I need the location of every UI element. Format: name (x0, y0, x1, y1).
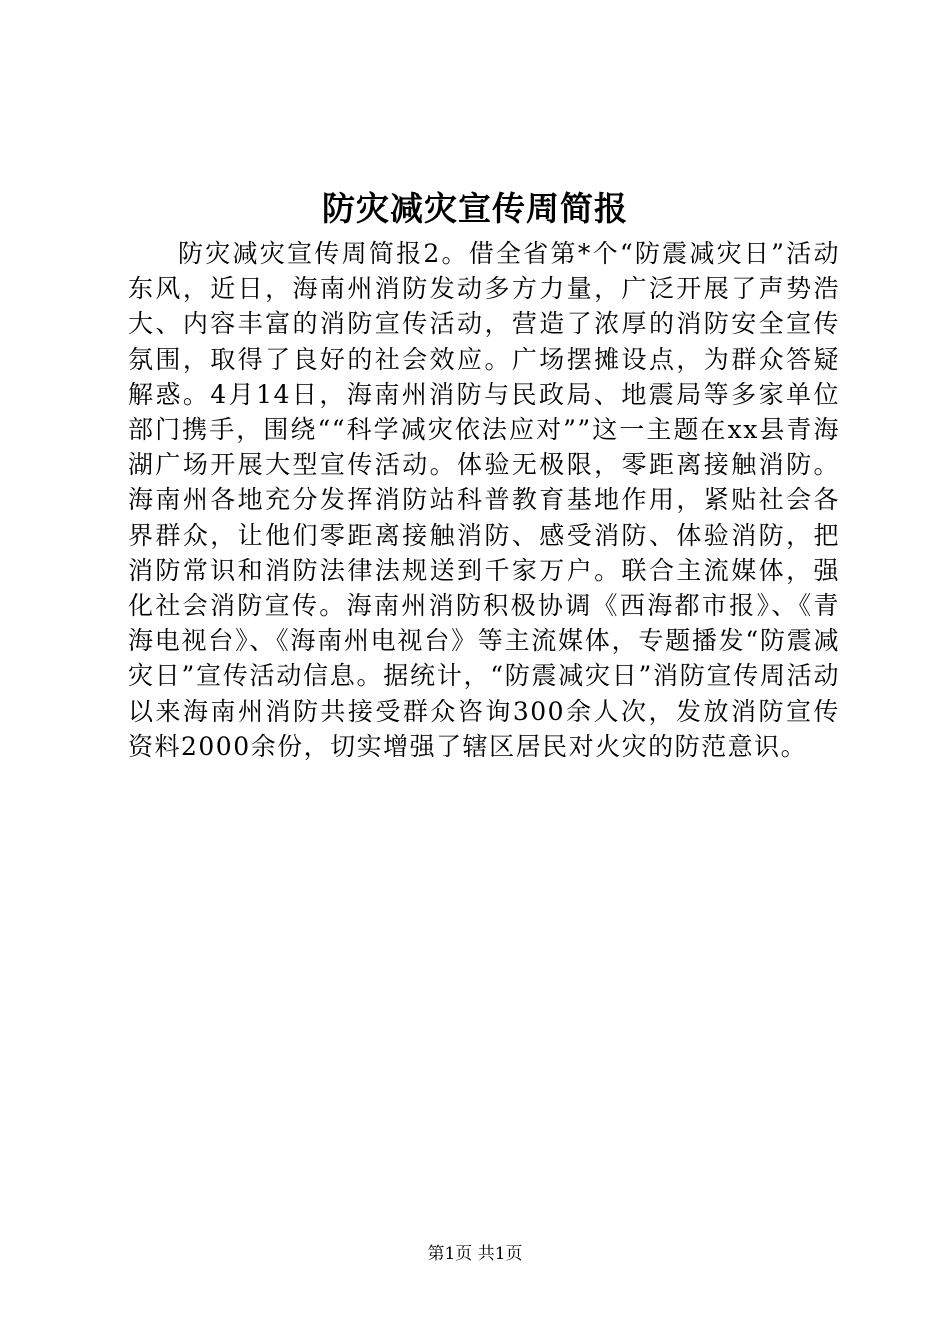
document-title: 防灾减灾宣传周简报 (322, 189, 628, 228)
page-footer: 第1页 共1页 (427, 1244, 523, 1264)
document-body-paragraph: 防灾减灾宣传周简报2。借全省第*个“防震减灾日”活动东风，近日，海南州消防发动多方力量，广泛开展了声势浩大、内容丰富的消防宣传活动，营造了浓厚的消防安全宣传氛围，取得了良好的社会效应。广场摆摊设点，为群众答疑解惑。4月14日，海南州消防与民政局、地震局等多家单位部门携手，围绕““科学减灾依法应对””这一主题在xx县青海湖广场开展大型宣传活动。体验无极限，零距离接触消防。海南州各地充分发挥消防站科普教育基地作用，紧贴社会各界群众，让他们零距离接触消防、感受消防、体验消防，把消防常识和消防法律法规送到千家万户。联合主流媒体，强化社会消防宣传。海南州消防积极协调《西海都市报》、《青海电视台》、《海南州电视台》等主流媒体，专题播发“防震减灾日”宣传活动信息。据统计，“防震减灾日”消防宣传周活动以来海南州消防共接受群众咨询300余人次，发放消防宣传资料2000余份，切实增强了辖区居民对火灾的防范意识。 (128, 239, 840, 761)
